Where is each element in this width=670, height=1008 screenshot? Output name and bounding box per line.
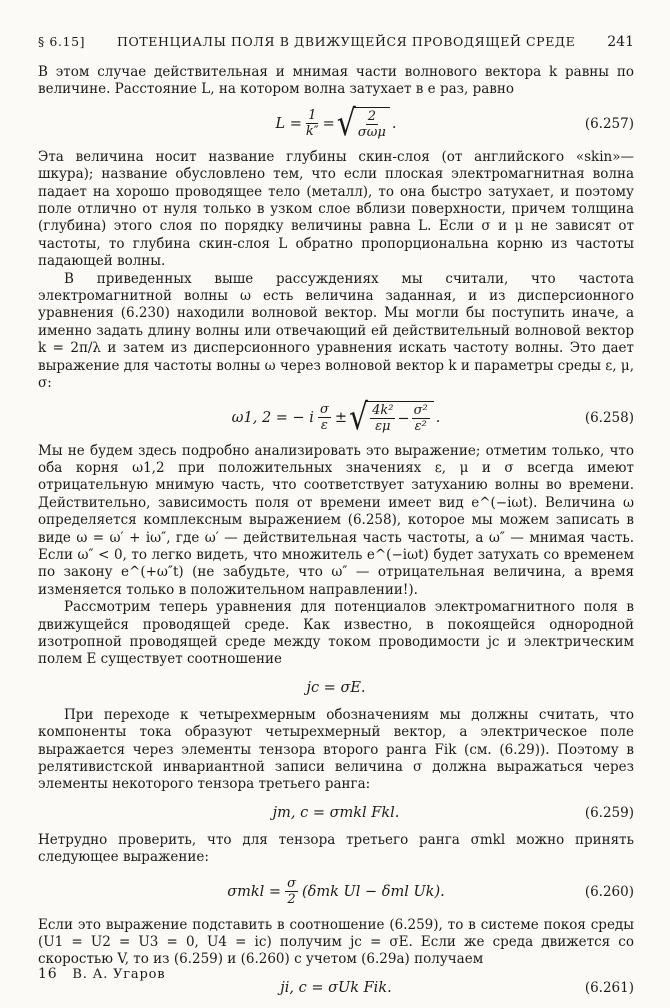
paragraph-2: Эта величина носит название глубины скин-слоя (от английского «skin»— шкура); название обусловлено тем, что если плоская электромагнитная волна падает на хорошо проводящее тело (металл), то она быстро затухает, и поэтому поле отлично от нуля только в узком слое вблизи поверхности, причем толщина (глубина) этого слоя по порядку величины равна L. Если σ и μ не зависят от частоты, то глубина скин-слоя L обратно пропорциональна корню из частоты падающей волны. [38,148,634,270]
page-footer [38,966,165,982]
paragraph-1: В этом случае действительная и мнимая части волнового вектора k равны по величине. Расстояние L, на котором волна затухает в e раз, равно [38,64,634,98]
equation-number: (6.258) [584,409,634,426]
running-title: ПОТЕНЦИАЛЫ ПОЛЯ В ДВИЖУЩЕЙСЯ ПРОВОДЯЩЕЙ СРЕДЕ [116,34,576,49]
section-ref: § 6.15] [38,34,86,49]
equation-number: (6.259) [584,804,634,821]
running-header [38,34,634,50]
equation-number: (6.261) [584,979,634,996]
paragraph-6: При переходе к четырехмерным обозначениям мы должны считать, что компоненты тока образуют четырехмерный вектор, а электрическое поле выражается через элементы тензора второго ранга Fik (см. (6.29)). Поэтому в релятивистской инвариантной записи величина σ должна выражаться через элементы некоторого тензора третьего ранга: [38,706,634,793]
paragraph-8: Если это выражение подставить в соотношение (6.259), то в системе покоя среды (U1 = U2 = U3 = 0, U4 = ic) получим jc = σE. Если же среда движется со скоростью V, то из (6.259) и (6.260) с учетом (6.29а) получаем [38,916,634,968]
square-root: √ $\frac{\text{4k²}}{\varepsilon\mu}$ − $\frac{\text{σ²}}{\text{ε²}}$ [349,400,434,435]
equation-number: (6.257) [584,115,634,132]
square-root: √ $\frac{2}{\text{σωμ}}$ [337,106,390,141]
equation-6-260: σmkl = $\frac{\sigma}{2}$ (δmk Ul − δml Uk). (6.260) [227,876,634,908]
paragraph-5: Рассмотрим теперь уравнения для потенциалов электромагнитного поля в движущейся проводящей среде. Как известно, в покоящейся однородной изотропной проводящей среде между током проводимости jc и электрическим полем E существует соотношение [38,599,634,668]
paragraph-7: Нетрудно проверить, что для тензора третьего ранга σmkl можно принять следующее выражение: [38,831,634,866]
equation-6-258: ω1, 2 = − i $\frac{\sigma}{\varepsilon}$ ± √ $\frac{\text{4k²}}{\varepsilon\mu}$ − $\frac{\text{σ²}}{\text{ε²}}$ . (6.258) [231,396,634,439]
signature-number: 16 [38,966,58,982]
equation-6-259: jm, c = σmkl Fkl. (6.259) [272,804,634,821]
fraction: $\frac{1}{k''}$ [305,108,319,140]
equation-ohm-law: jc = σE. [306,679,366,696]
page-number: 241 [607,34,634,50]
footer-author: В. А. Угаров [72,967,166,982]
equation-6-257: L = $\frac{1}{k''}$ = √ $\frac{2}{\text{σωμ}}$ . (6.257) [275,102,634,145]
equation-6-261: ji, c = σUk Fik. (6.261) [280,979,634,996]
book-page [38,34,634,1007]
equation-number: (6.260) [584,883,634,900]
paragraph-4: Мы не будем здесь подробно анализировать это выражение; отметим только, что оба корня ω1,2 при положительных значениях ε, μ и σ всегда имеют отрицательную мнимую часть, что соответствует затуханию волны во времени. Действительно, зависимость поля от времени имеет вид e^(−iωt). Величина ω определяется комплексным выражением (6.258), которое мы можем записать в виде ω = ω′ + iω″, где ω′ — действительная часть частоты, а ω″ — мнимая часть. Если ω″ < 0, то легко видеть, что множитель e^(−iωt) будет затухать со временем по закону e^(+ω″t) (не забудьте, что ω″ — отрицательная величина, а время изменяется только в положительном направлении!). [38,442,634,598]
paragraph-3: В приведенных выше рассуждениях мы считали, что частота электромагнитной волны ω есть величина заданная, и из дисперсионного уравнения (6.230) находили волновой вектор. Мы могли бы поступить иначе, а именно задать длину волны или отвечающий ей действительный волновой вектор k = 2π/λ и затем из дисперсионного уравнения искать частоту волны. Это дает выражение для частоты волны ω через волновой вектор k и параметры среды ε, μ, σ: [38,270,634,392]
